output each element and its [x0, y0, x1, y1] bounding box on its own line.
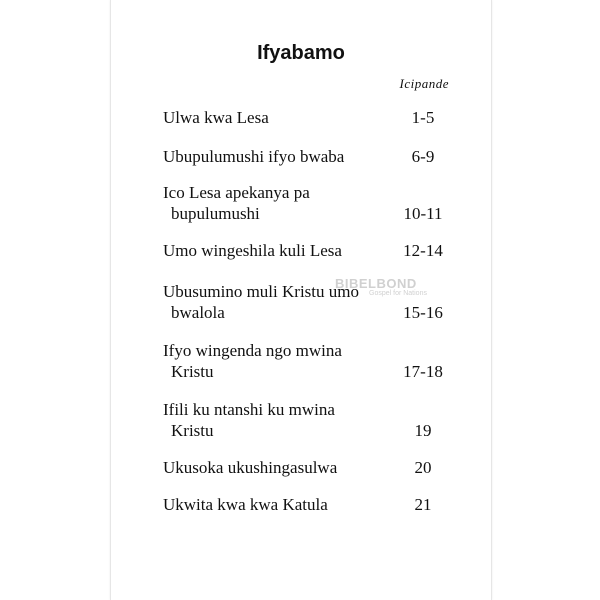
- entry-pages: 17-18: [403, 362, 443, 381]
- entry-pages: 15-16: [403, 303, 443, 322]
- entry-line: Kristu: [171, 421, 214, 440]
- entry-pages: 12-14: [403, 241, 443, 260]
- book-page: [110, 0, 492, 600]
- toc-entry: [163, 182, 453, 224]
- entry-line: Ifyo wingenda ngo mwina: [163, 341, 342, 360]
- entry-line: Kristu: [171, 362, 214, 381]
- entry-line: Umo wingeshila kuli Lesa: [163, 241, 342, 260]
- toc-title: Ifyabamo: [257, 42, 345, 64]
- entry-pages: 1-5: [411, 108, 435, 127]
- entry-line: Ubupulumushi ifyo bwaba: [163, 147, 345, 166]
- watermark-brand: BIBELBOND: [335, 276, 417, 291]
- entry-pages: 6-9: [411, 147, 435, 166]
- entry-pages: 19: [414, 421, 432, 440]
- entry-line: Ubusumino muli Kristu umo: [163, 282, 359, 301]
- toc-entry: [163, 240, 453, 261]
- entry-line: Ukusoka ukushingasulwa: [163, 458, 338, 477]
- toc-entry: [163, 107, 453, 128]
- entry-line: bwalola: [171, 303, 225, 322]
- entry-line: Ukwita kwa kwa Katula: [163, 495, 328, 514]
- entry-line: Ico Lesa apekanya pa: [163, 183, 310, 202]
- toc-entry: [163, 494, 453, 515]
- toc-entry: [163, 340, 453, 382]
- toc-entry: [163, 399, 453, 441]
- entry-line: bupulumushi: [171, 204, 260, 223]
- entry-line: Ulwa kwa Lesa: [163, 108, 269, 127]
- column-header: Icipande: [399, 76, 449, 91]
- entry-pages: 20: [414, 458, 432, 477]
- toc-entry: [163, 457, 453, 478]
- toc-entry: [163, 281, 453, 323]
- entry-pages: 21: [414, 495, 432, 514]
- entry-pages: 10-11: [403, 204, 443, 223]
- entry-line: Ifili ku ntanshi ku mwina: [163, 400, 335, 419]
- toc-entry: [163, 146, 453, 167]
- watermark-tagline: Gospel for Nations: [369, 290, 427, 297]
